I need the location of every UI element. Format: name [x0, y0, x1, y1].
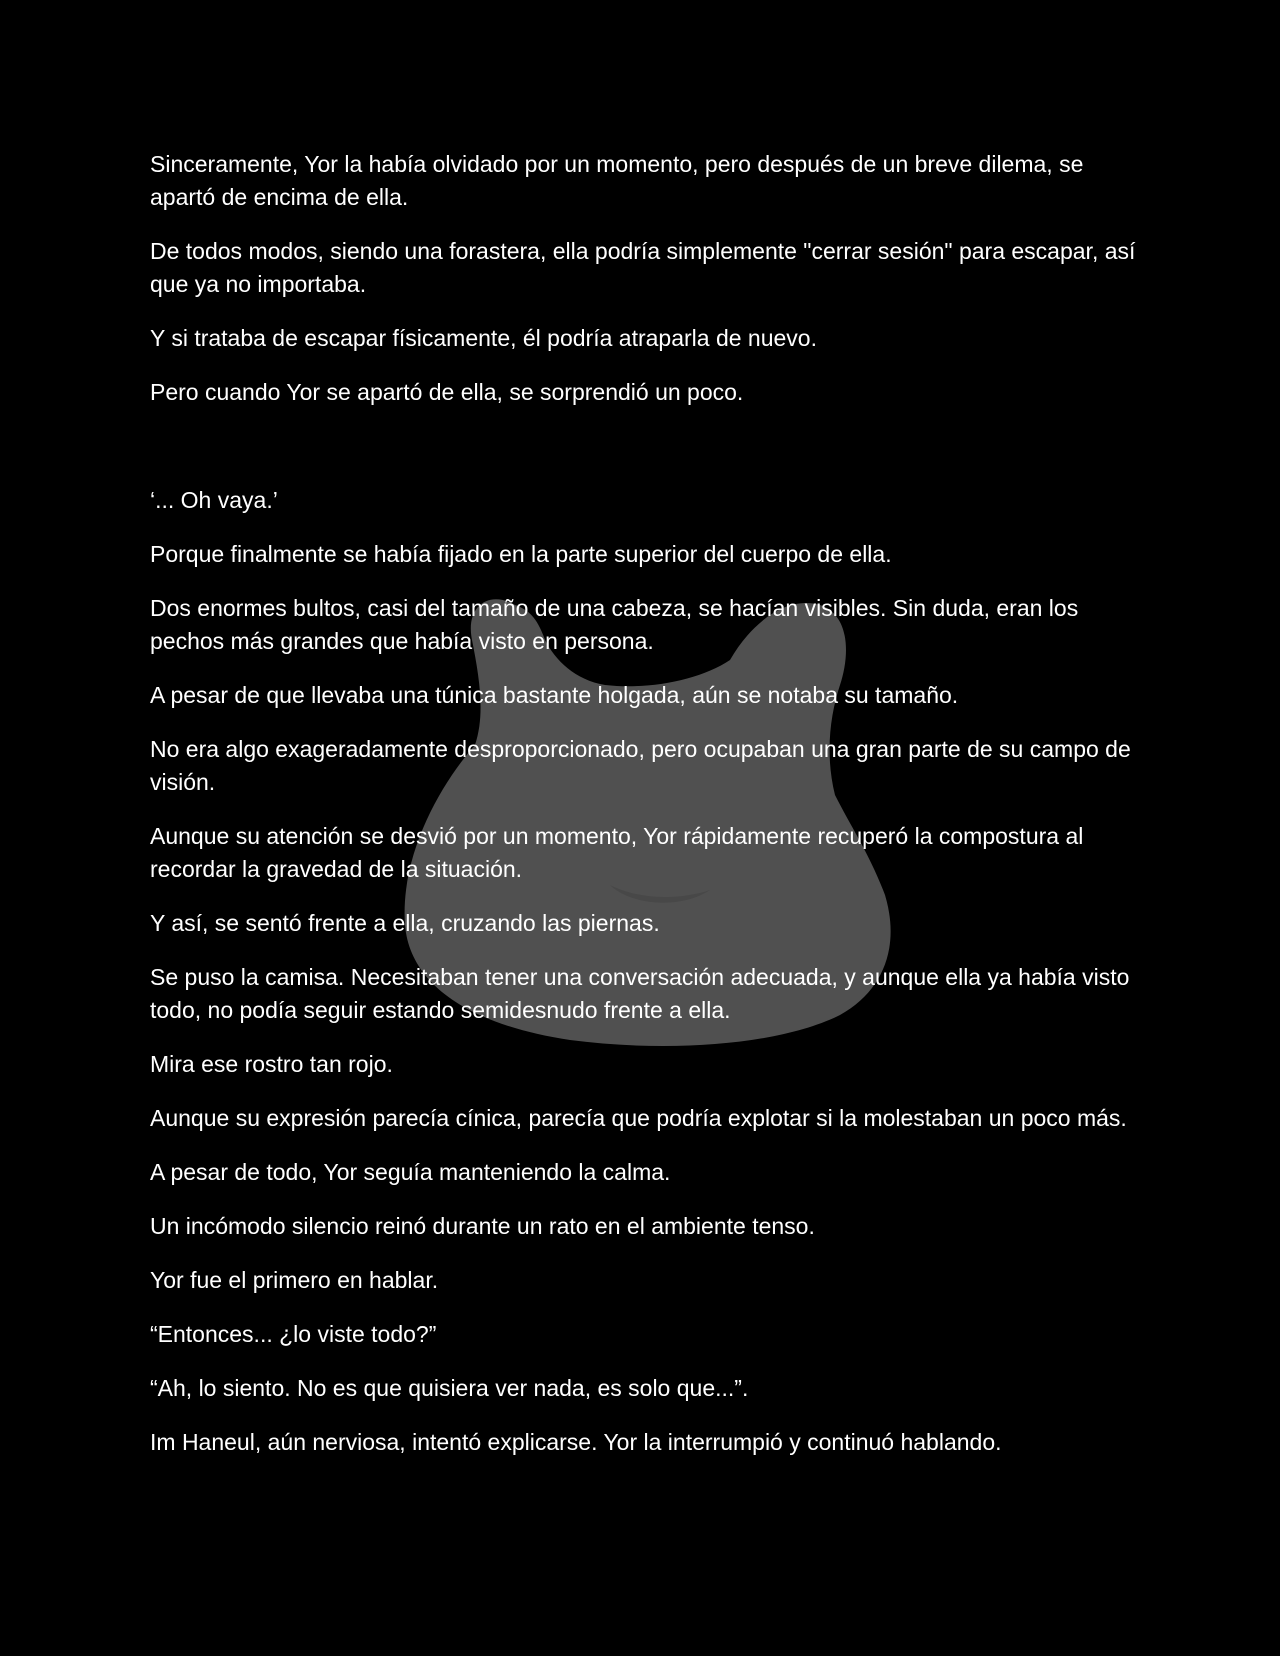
paragraph: De todos modos, siendo una forastera, ella podría simplemente "cerrar sesión" para escapar, así que ya no importaba. — [150, 238, 1136, 297]
story-text — [150, 148, 1140, 1480]
paragraph: Un incómodo silencio reinó durante un rato en el ambiente tenso. — [150, 1213, 815, 1239]
paragraph: Dos enormes bultos, casi del tamaño de una cabeza, se hacían visibles. Sin duda, eran los pechos más grandes que había visto en persona. — [150, 595, 1079, 654]
paragraph: “Ah, lo siento. No es que quisiera ver nada, es solo que...”. — [150, 1375, 749, 1401]
paragraph: ‘... Oh vaya.’ — [150, 487, 278, 513]
paragraph: Y si trataba de escapar físicamente, él podría atraparla de nuevo. — [150, 325, 817, 351]
paragraph: Yor fue el primero en hablar. — [150, 1267, 439, 1293]
paragraph: “Entonces... ¿lo viste todo?” — [150, 1321, 437, 1347]
paragraph: A pesar de todo, Yor seguía manteniendo la calma. — [150, 1159, 671, 1185]
paragraph: Sinceramente, Yor la había olvidado por un momento, pero después de un breve dilema, se apartó de encima de ella. — [150, 151, 1084, 210]
paragraph: Porque finalmente se había fijado en la parte superior del cuerpo de ella. — [150, 541, 892, 567]
paragraph: A pesar de que llevaba una túnica bastante holgada, aún se notaba su tamaño. — [150, 682, 959, 708]
paragraph: Aunque su atención se desvió por un momento, Yor rápidamente recuperó la compostura al recordar la gravedad de la situación. — [150, 823, 1084, 882]
paragraph: Im Haneul, aún nerviosa, intentó explicarse. Yor la interrumpió y continuó hablando. — [150, 1429, 1002, 1455]
paragraph: Y así, se sentó frente a ella, cruzando las piernas. — [150, 910, 660, 936]
paragraph: Aunque su expresión parecía cínica, parecía que podría explotar si la molestaban un poco más. — [150, 1105, 1127, 1131]
paragraph: Se puso la camisa. Necesitaban tener una conversación adecuada, y aunque ella ya había visto todo, no podía seguir estando semidesnudo frente a ella. — [150, 964, 1130, 1023]
paragraph: No era algo exageradamente desproporcionado, pero ocupaban una gran parte de su campo de visión. — [150, 736, 1131, 795]
paragraph: Pero cuando Yor se apartó de ella, se sorprendió un poco. — [150, 379, 744, 405]
paragraph: Mira ese rostro tan rojo. — [150, 1051, 393, 1077]
